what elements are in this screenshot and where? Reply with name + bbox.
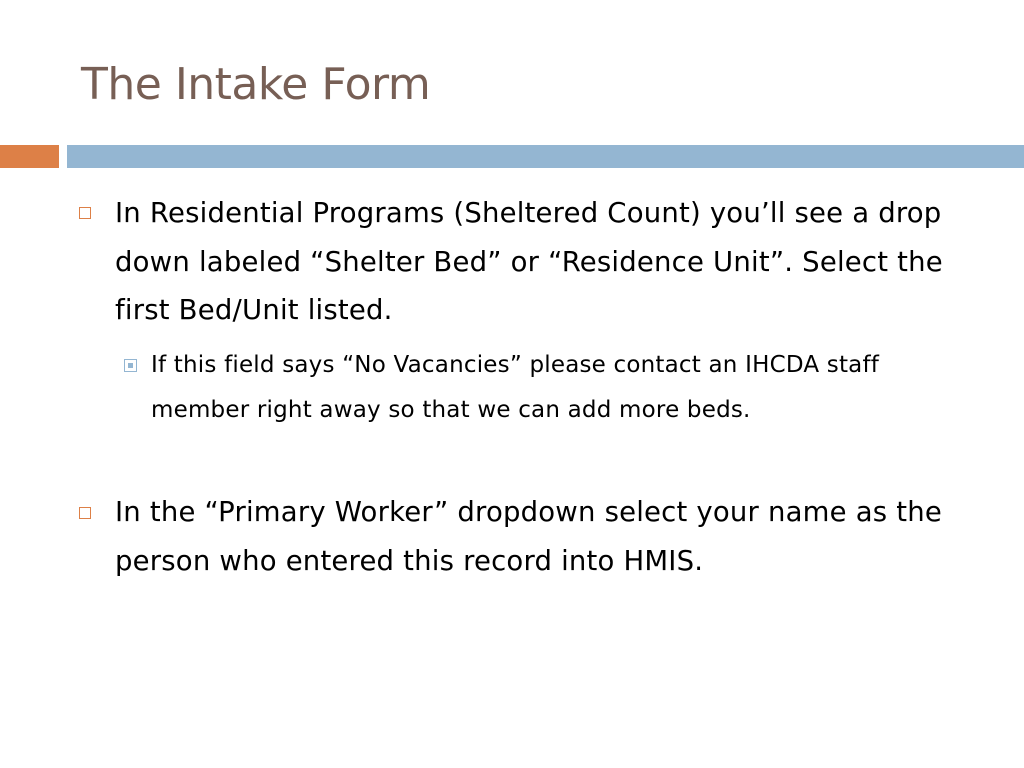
title-rule-bar: [67, 145, 1024, 168]
square-bullet-icon: [79, 507, 91, 519]
sub-bullet-text: If this field says “No Vacancies” please contact an IHCDA staff member right away so that we can add more beds.: [151, 352, 880, 423]
bullet-text: In Residential Programs (Sheltered Count) you’ll see a drop down labeled “Shelter Bed” or “Residence Unit”. Select the first Bed/Unit listed.: [115, 197, 943, 326]
bullet-text: In the “Primary Worker” dropdown select your name as the person who entered this record into HMIS.: [115, 496, 942, 577]
title-rule-accent: [0, 145, 59, 168]
bullet-fill: [128, 363, 133, 368]
square-bullet-icon: [79, 207, 91, 219]
filled-square-bullet-icon: [124, 359, 137, 372]
slide-title: The Intake Form: [81, 59, 431, 110]
